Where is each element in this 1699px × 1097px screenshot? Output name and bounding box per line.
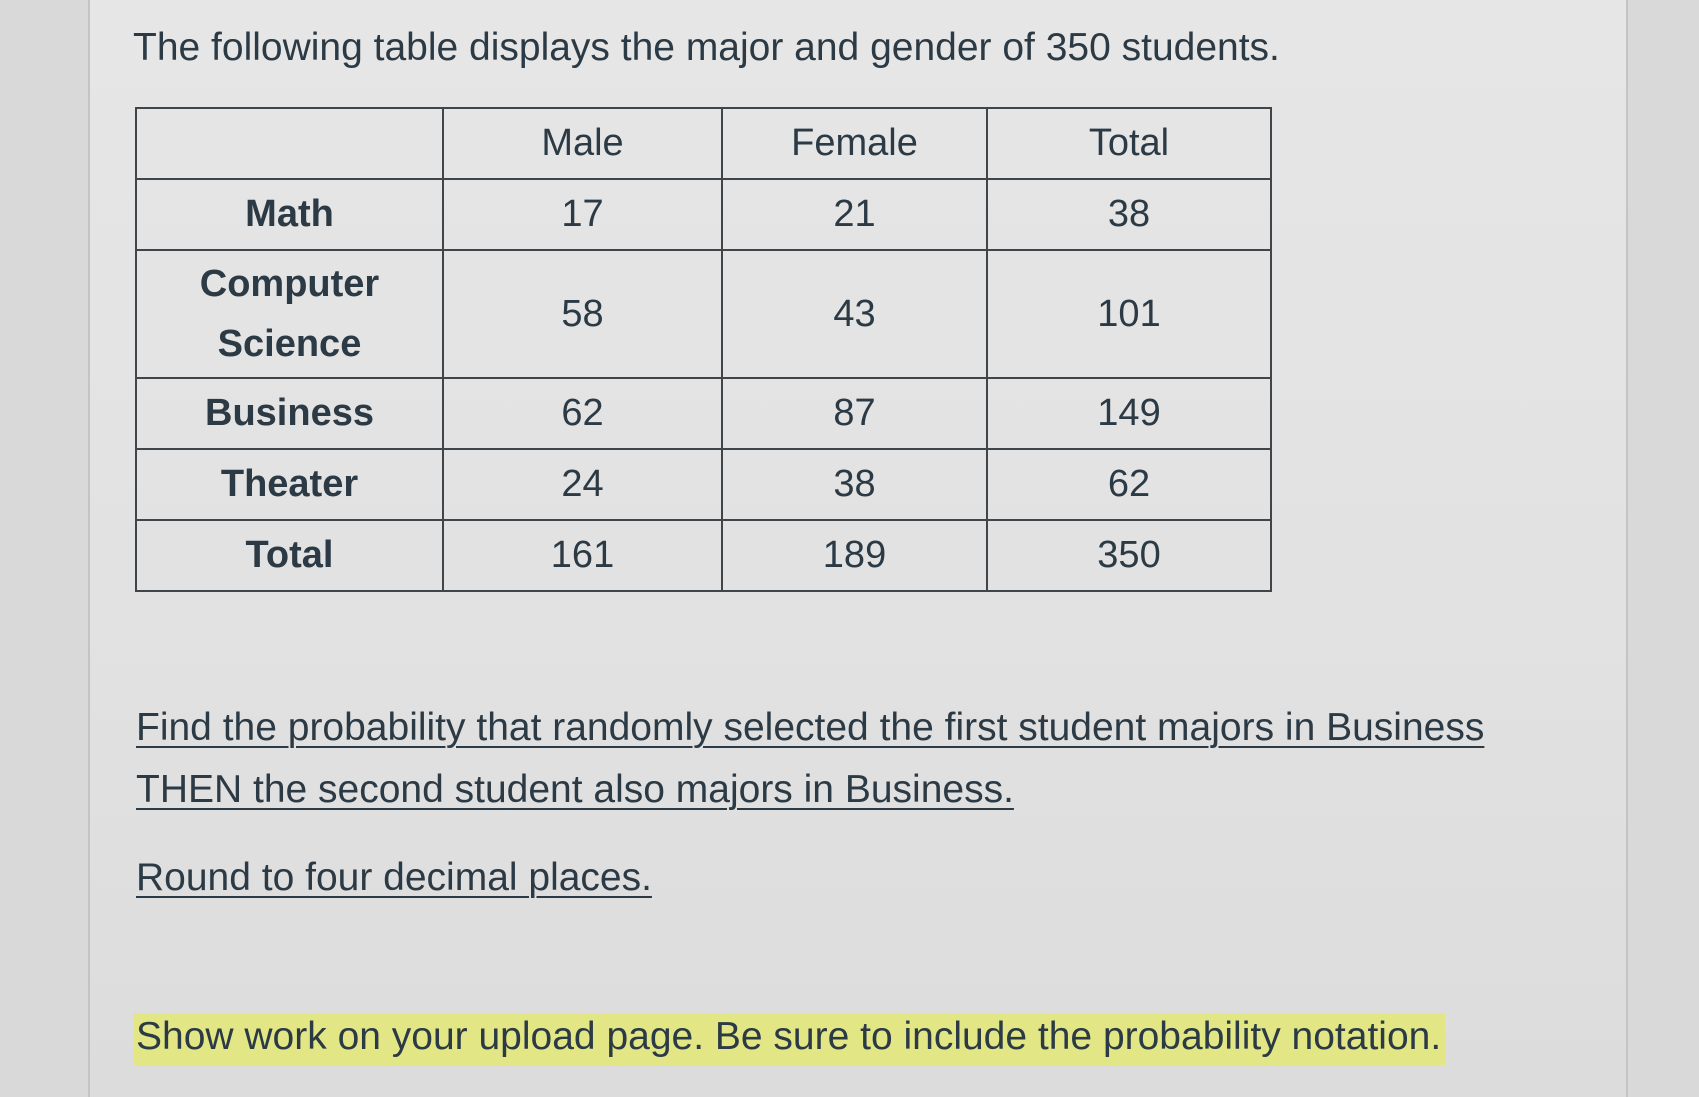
rounding-instruction: Round to four decimal places.	[136, 856, 652, 899]
table-cell: 17	[443, 179, 722, 250]
table-row	[136, 179, 1271, 250]
table-cell: 101	[987, 250, 1271, 378]
row-label: Business	[136, 378, 443, 449]
row-label: Total	[136, 520, 443, 591]
table-row	[136, 520, 1271, 591]
table-cell: 21	[722, 179, 987, 250]
table-header-row	[136, 108, 1271, 179]
table-cell: 58	[443, 250, 722, 378]
table-cell: 189	[722, 520, 987, 591]
table-cell: 43	[722, 250, 987, 378]
table-cell: 161	[443, 520, 722, 591]
table-cell: 87	[722, 378, 987, 449]
row-label: Theater	[136, 449, 443, 520]
table-cell: 38	[987, 179, 1271, 250]
table-row	[136, 250, 1271, 378]
major-gender-table	[135, 107, 1272, 592]
table-header-cell: Male	[443, 108, 722, 179]
table-cell: 149	[987, 378, 1271, 449]
table-cell: 24	[443, 449, 722, 520]
table-header-cell	[136, 108, 443, 179]
table-cell: 38	[722, 449, 987, 520]
table-header-cell: Total	[987, 108, 1271, 179]
table-row	[136, 449, 1271, 520]
row-label: Math	[136, 179, 443, 250]
table-cell: 350	[987, 520, 1271, 591]
question-line-1: Find the probability that randomly selected the first student majors in Business	[136, 706, 1485, 749]
table-cell: 62	[987, 449, 1271, 520]
table-cell: 62	[443, 378, 722, 449]
table-header-cell: Female	[722, 108, 987, 179]
intro-text: The following table displays the major and gender of 350 students.	[133, 26, 1280, 69]
question-line-2: THEN the second student also majors in Business.	[136, 768, 1014, 811]
table-row	[136, 378, 1271, 449]
question-page	[88, 0, 1628, 1097]
show-work-note: Show work on your upload page. Be sure to include the probability notation.	[134, 1013, 1445, 1065]
row-label: Computer Science	[136, 250, 443, 378]
